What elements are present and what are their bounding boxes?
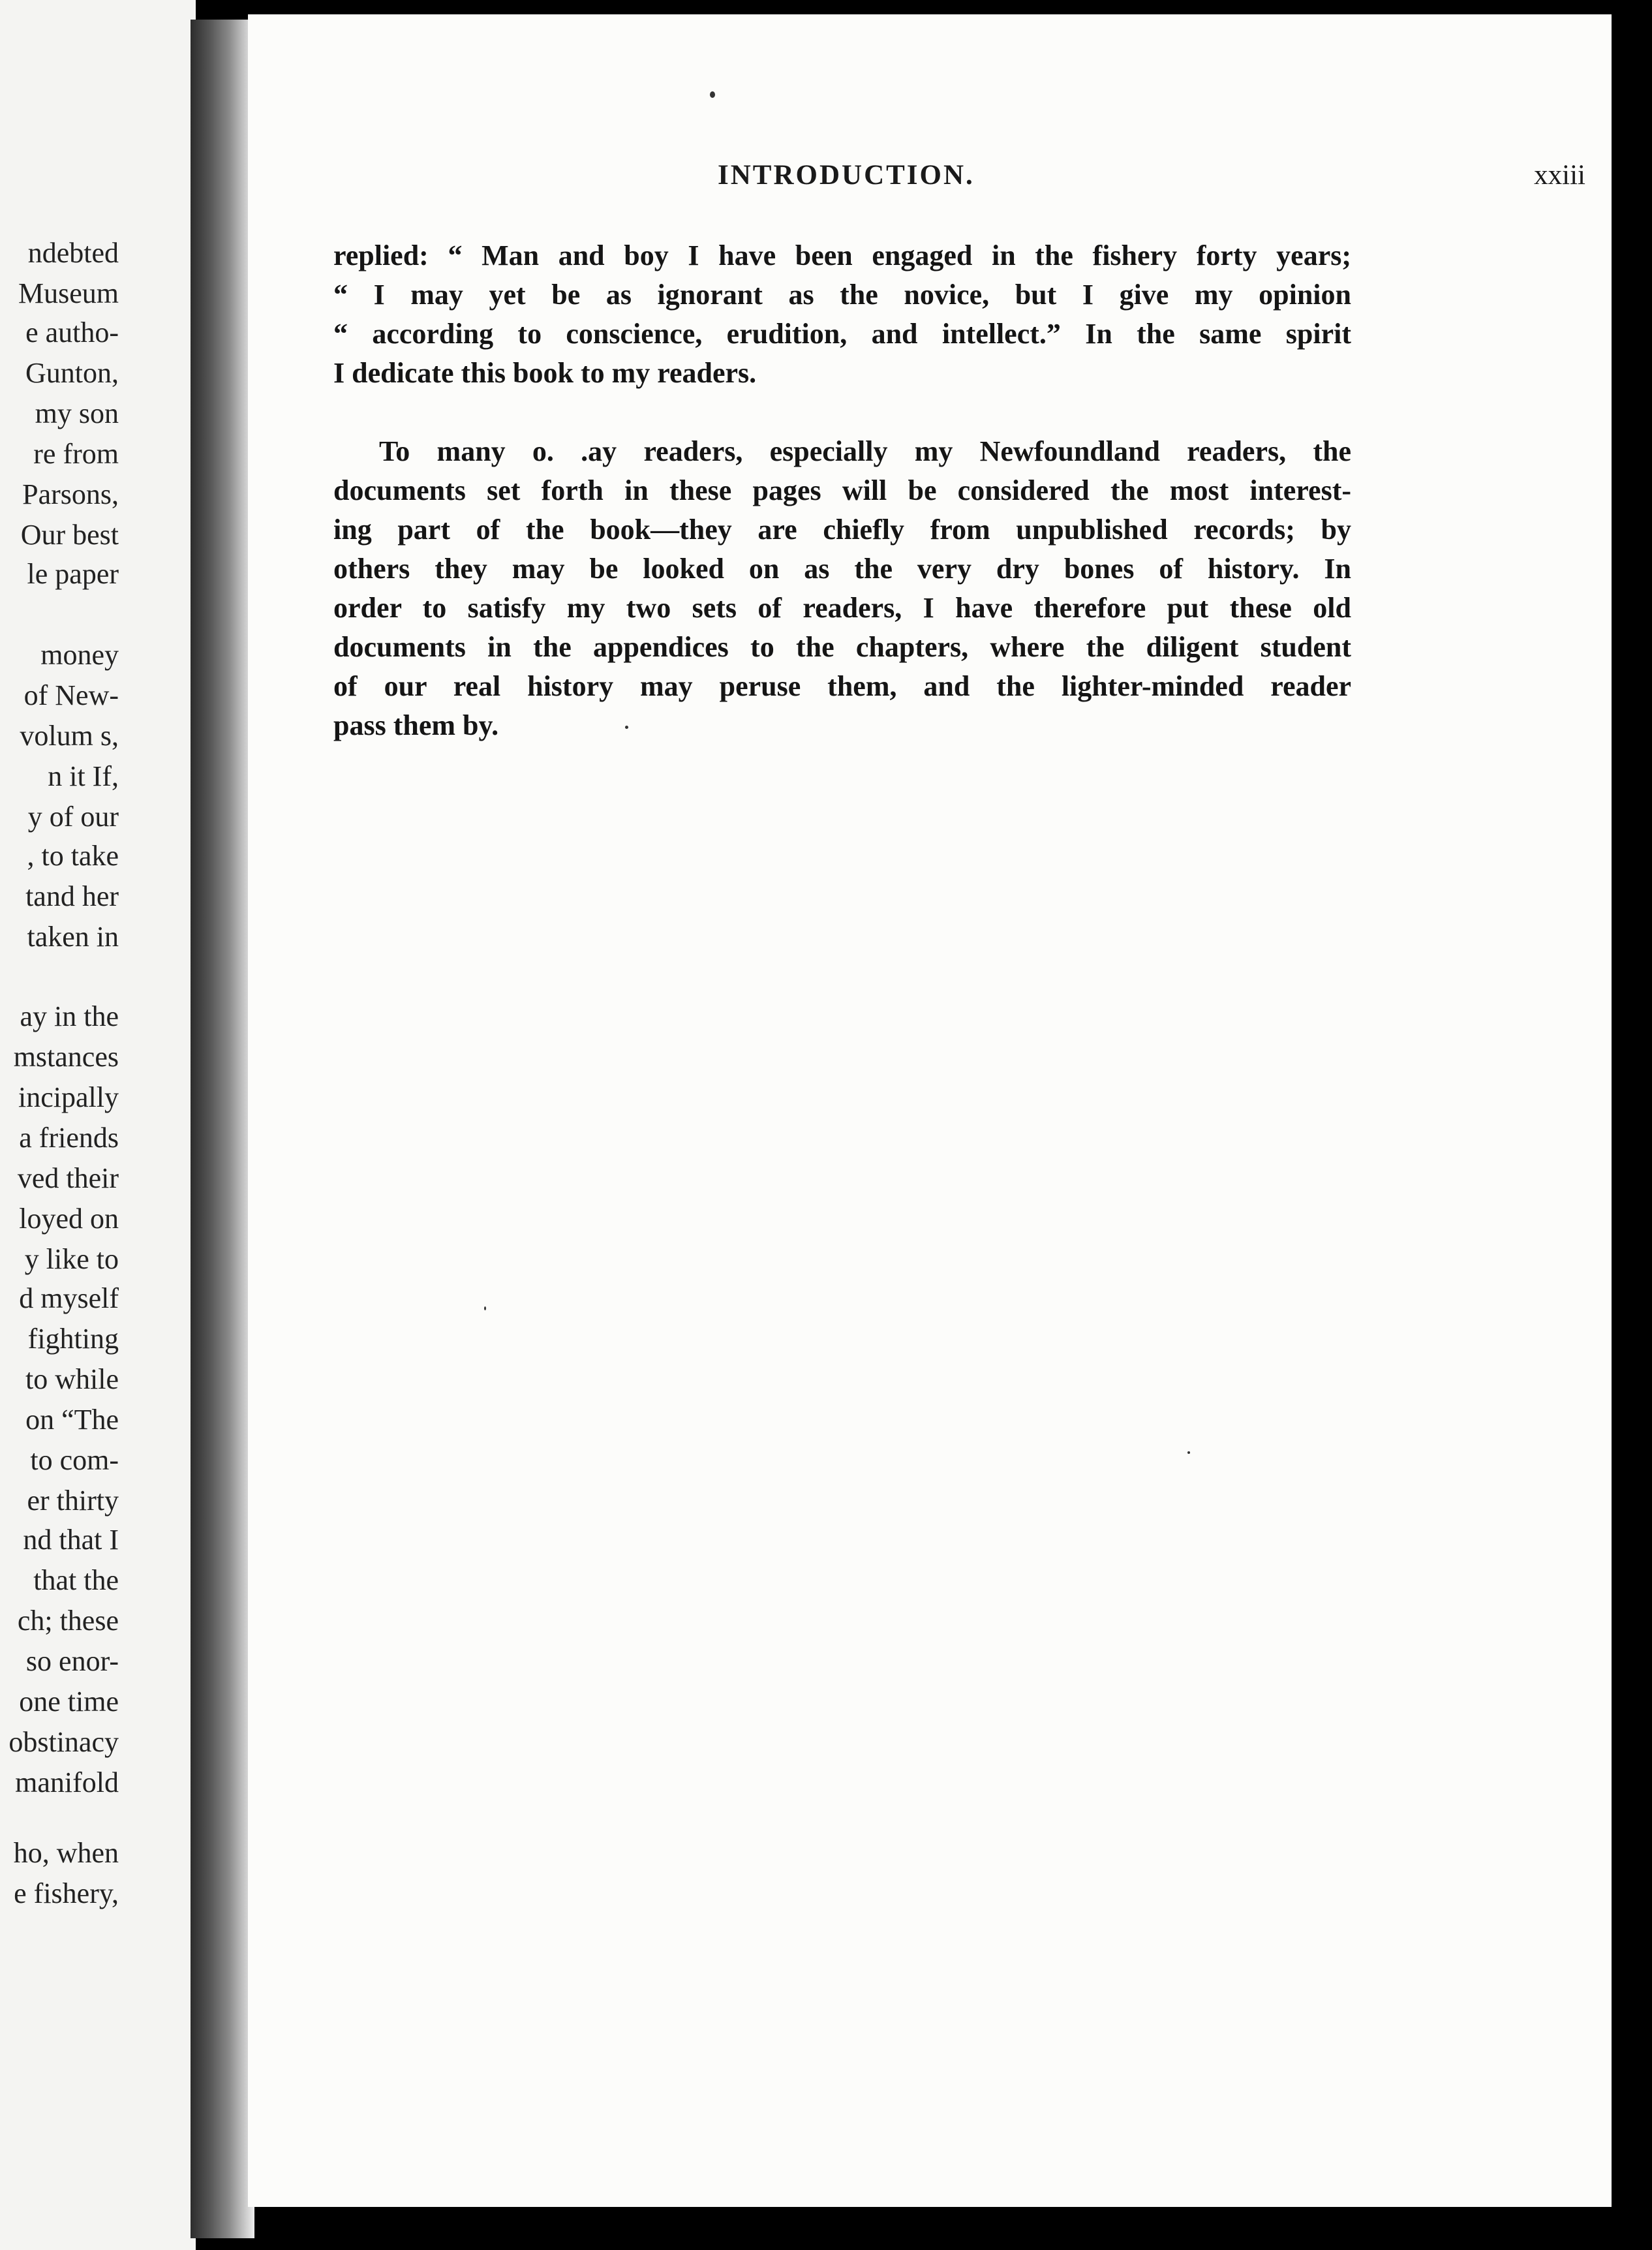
paper-speck — [484, 1306, 486, 1310]
facing-page-line: ay in the — [20, 1000, 119, 1032]
facing-page-line: money — [40, 639, 119, 671]
facing-page-line: n it If, — [48, 760, 119, 792]
paper-speck — [710, 91, 715, 98]
facing-page-line: Museum — [18, 277, 119, 309]
scan-border — [1612, 0, 1652, 2250]
facing-page-line: fighting — [27, 1323, 119, 1355]
facing-page-line: d myself — [19, 1282, 119, 1314]
facing-page-line: loyed on — [19, 1203, 119, 1235]
facing-page-line: volum s, — [20, 720, 119, 752]
facing-page-line: to com- — [30, 1444, 119, 1476]
facing-page-line: e fishery, — [14, 1877, 119, 1909]
facing-page-line: manifold — [15, 1766, 119, 1798]
text-line: “ according to conscience, erudition, and intellect.” In the same spirit — [333, 318, 1351, 350]
page-number: xxiii — [1534, 160, 1585, 191]
text-line: documents in the appendices to the chapters, where the diligent student — [333, 631, 1351, 663]
facing-page-line: of New- — [23, 679, 119, 711]
facing-page-line: re from — [33, 438, 119, 470]
facing-page — [0, 0, 196, 2250]
text-line: documents set forth in these pages will be considered the most interest- — [333, 474, 1351, 506]
text-line: pass them by. — [333, 709, 499, 741]
facing-page-line: y of our — [27, 801, 119, 833]
facing-page-line: y like to — [24, 1243, 119, 1275]
facing-page-line: Gunton, — [25, 357, 119, 389]
facing-page-line: er thirty — [27, 1485, 119, 1517]
facing-page-line: a friends — [19, 1122, 119, 1154]
paper-speck — [1187, 1451, 1190, 1454]
text-line: order to satisfy my two sets of readers, I have therefore put these old — [333, 592, 1351, 624]
facing-page-line: ved their — [17, 1162, 119, 1194]
facing-page-line: that the — [33, 1564, 119, 1596]
facing-page-line: my son — [35, 397, 119, 429]
facing-page-line: le paper — [27, 558, 119, 590]
text-line: To many o. .ay readers, especially my Newfoundland readers, the — [379, 435, 1351, 467]
facing-page-line: on “The — [25, 1404, 119, 1436]
facing-page-line: mstances — [13, 1041, 119, 1073]
text-line: “ I may yet be as ignorant as the novice, but I give my opinion — [333, 279, 1351, 311]
facing-page-line: taken in — [27, 921, 119, 953]
text-line: ing part of the book—they are chiefly from unpublished records; by — [333, 514, 1351, 546]
facing-page-line: Parsons, — [22, 478, 119, 510]
facing-page-line: nd that I — [23, 1524, 119, 1556]
text-line: I dedicate this book to my readers. — [333, 357, 757, 389]
facing-page-line: so enor- — [25, 1645, 119, 1677]
facing-page-line: e autho- — [25, 316, 119, 348]
text-line: replied: “ Man and boy I have been engaged in the fishery forty years; — [333, 239, 1351, 271]
facing-page-line: obstinacy — [8, 1726, 119, 1758]
facing-page-line: , to take — [27, 840, 119, 872]
facing-page-line: to while — [25, 1363, 119, 1395]
facing-page-line: Our best — [20, 519, 119, 551]
text-line: of our real history may peruse them, and the lighter-minded reader — [333, 670, 1351, 702]
book-gutter-shadow — [191, 20, 254, 2238]
facing-page-line: incipally — [18, 1081, 119, 1113]
book-page — [248, 14, 1612, 2207]
facing-page-line: tand her — [25, 880, 119, 912]
facing-page-line: one time — [19, 1686, 119, 1718]
facing-page-line: ch; these — [17, 1605, 119, 1637]
text-line: others they may be looked on as the very dry bones of history. In — [333, 553, 1351, 585]
paper-speck — [625, 726, 628, 729]
facing-page-line: ho, when — [13, 1837, 119, 1869]
facing-page-line: ndebted — [27, 237, 119, 269]
running-head-title: INTRODUCTION. — [718, 160, 975, 191]
